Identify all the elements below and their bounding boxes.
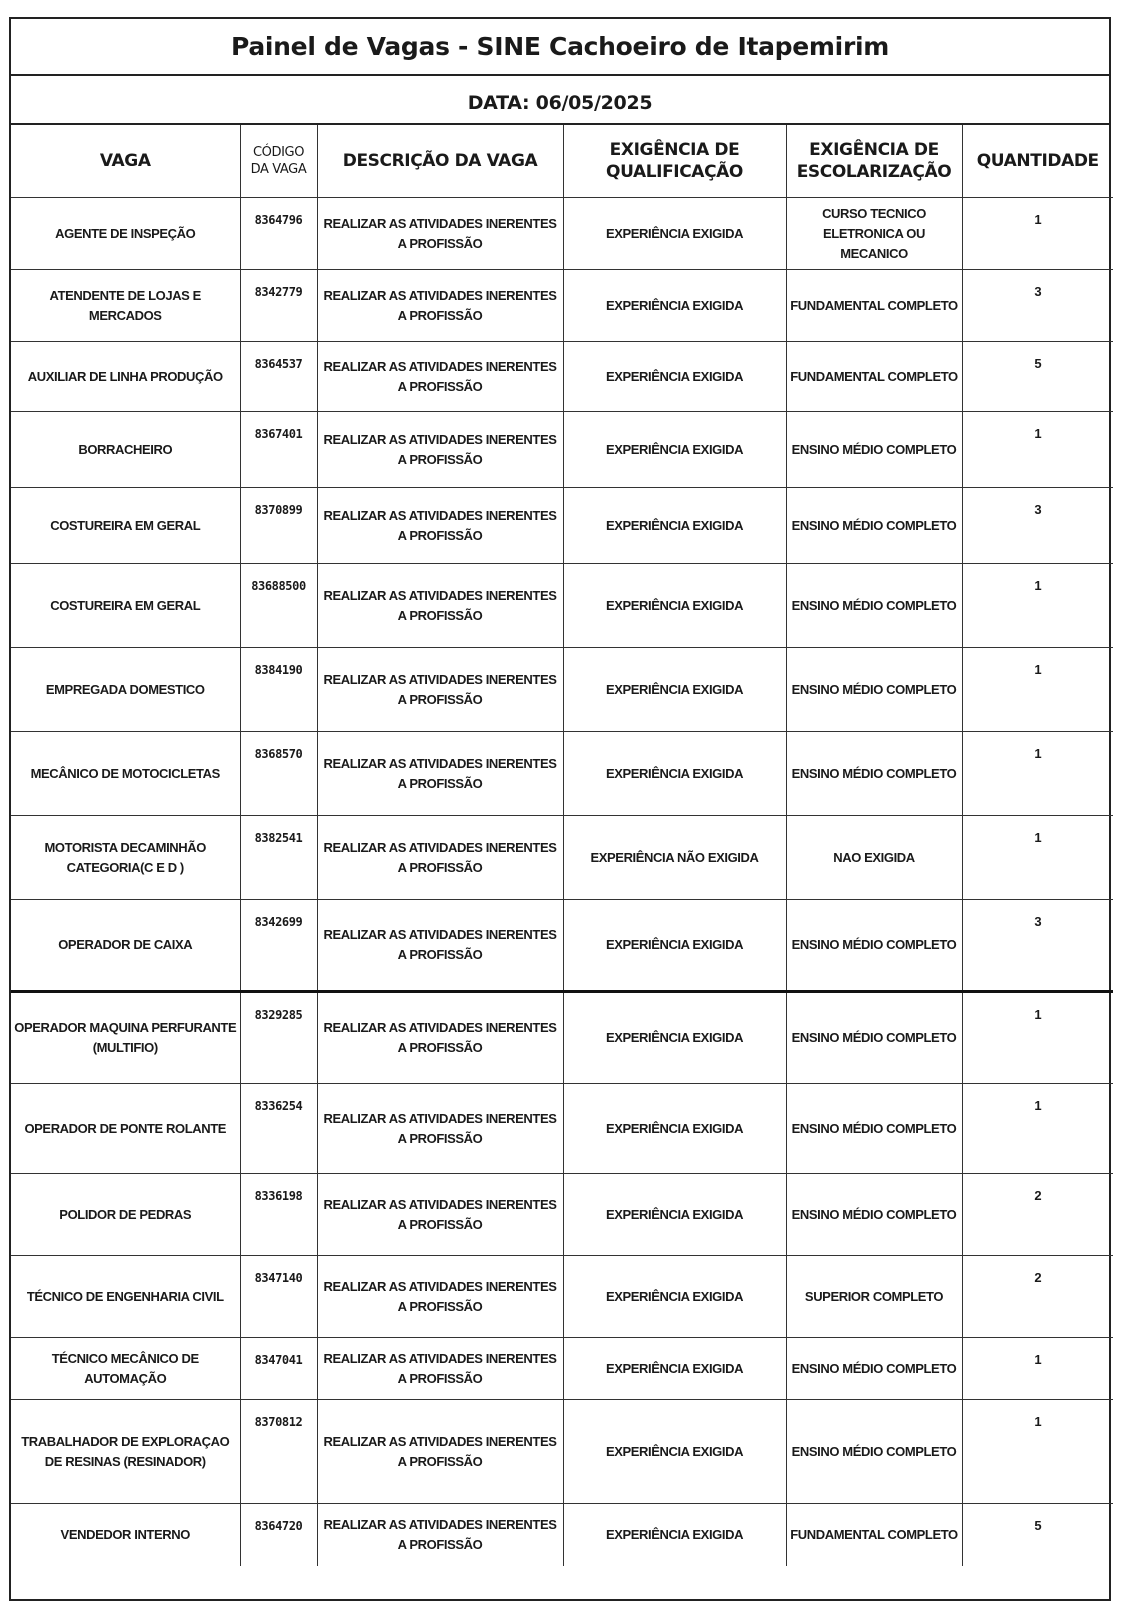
cell-qualificacao: EXPERIÊNCIA EXIGIDA bbox=[563, 900, 786, 992]
cell-qualificacao: EXPERIÊNCIA EXIGIDA bbox=[563, 1400, 786, 1504]
cell-qualificacao: EXPERIÊNCIA EXIGIDA bbox=[563, 488, 786, 564]
cell-codigo: 8342779 bbox=[240, 270, 317, 342]
cell-escolarizacao: ENSINO MÉDIO COMPLETO bbox=[786, 1084, 962, 1174]
cell-escolarizacao: FUNDAMENTAL COMPLETO bbox=[786, 1504, 962, 1566]
cell-codigo: 8384190 bbox=[240, 648, 317, 732]
cell-vaga: OPERADOR MAQUINA PERFURANTE (MULTIFIO) bbox=[11, 992, 240, 1084]
header-descricao: DESCRIÇÃO DA VAGA bbox=[317, 125, 563, 198]
cell-codigo: 8347140 bbox=[240, 1256, 317, 1338]
cell-quantidade: 1 bbox=[962, 992, 1113, 1084]
cell-quantidade: 1 bbox=[962, 732, 1113, 816]
cell-descricao: REALIZAR AS ATIVIDADES INERENTES A PROFISSÃO bbox=[317, 992, 563, 1084]
cell-codigo: 8336198 bbox=[240, 1174, 317, 1256]
cell-vaga: COSTUREIRA EM GERAL bbox=[11, 564, 240, 648]
cell-vaga: VENDEDOR INTERNO bbox=[11, 1504, 240, 1566]
table-body bbox=[11, 198, 1113, 1566]
header-qualificacao: EXIGÊNCIA DE QUALIFICAÇÃO bbox=[563, 125, 786, 198]
cell-codigo: 8382541 bbox=[240, 816, 317, 900]
cell-quantidade: 5 bbox=[962, 342, 1113, 412]
cell-quantidade: 1 bbox=[962, 564, 1113, 648]
cell-escolarizacao: ENSINO MÉDIO COMPLETO bbox=[786, 1174, 962, 1256]
vacancies-table bbox=[11, 125, 1113, 1566]
cell-qualificacao: EXPERIÊNCIA NÃO EXIGIDA bbox=[563, 816, 786, 900]
cell-qualificacao: EXPERIÊNCIA EXIGIDA bbox=[563, 1084, 786, 1174]
cell-codigo: 8342699 bbox=[240, 900, 317, 992]
table-row bbox=[11, 1174, 1113, 1256]
cell-quantidade: 3 bbox=[962, 488, 1113, 564]
cell-qualificacao: EXPERIÊNCIA EXIGIDA bbox=[563, 648, 786, 732]
table-row bbox=[11, 488, 1113, 564]
cell-vaga: OPERADOR DE CAIXA bbox=[11, 900, 240, 992]
cell-qualificacao: EXPERIÊNCIA EXIGIDA bbox=[563, 412, 786, 488]
cell-escolarizacao: SUPERIOR COMPLETO bbox=[786, 1256, 962, 1338]
cell-escolarizacao: FUNDAMENTAL COMPLETO bbox=[786, 342, 962, 412]
cell-escolarizacao: ENSINO MÉDIO COMPLETO bbox=[786, 648, 962, 732]
cell-codigo: 8364796 bbox=[240, 198, 317, 270]
cell-descricao: REALIZAR AS ATIVIDADES INERENTES A PROFISSÃO bbox=[317, 342, 563, 412]
table-row bbox=[11, 900, 1113, 992]
cell-quantidade: 1 bbox=[962, 1338, 1113, 1400]
cell-vaga: OPERADOR DE PONTE ROLANTE bbox=[11, 1084, 240, 1174]
cell-descricao: REALIZAR AS ATIVIDADES INERENTES A PROFISSÃO bbox=[317, 900, 563, 992]
cell-qualificacao: EXPERIÊNCIA EXIGIDA bbox=[563, 342, 786, 412]
cell-vaga: POLIDOR DE PEDRAS bbox=[11, 1174, 240, 1256]
cell-vaga: MECÂNICO DE MOTOCICLETAS bbox=[11, 732, 240, 816]
cell-descricao: REALIZAR AS ATIVIDADES INERENTES A PROFISSÃO bbox=[317, 488, 563, 564]
cell-codigo: 83688500 bbox=[240, 564, 317, 648]
cell-qualificacao: EXPERIÊNCIA EXIGIDA bbox=[563, 198, 786, 270]
cell-descricao: REALIZAR AS ATIVIDADES INERENTES A PROFISSÃO bbox=[317, 732, 563, 816]
cell-escolarizacao: ENSINO MÉDIO COMPLETO bbox=[786, 732, 962, 816]
table-header-row bbox=[11, 125, 1113, 198]
cell-escolarizacao: NAO EXIGIDA bbox=[786, 816, 962, 900]
table-row bbox=[11, 816, 1113, 900]
cell-vaga: TRABALHADOR DE EXPLORAÇAO DE RESINAS (RESINADOR) bbox=[11, 1400, 240, 1504]
table-row bbox=[11, 412, 1113, 488]
cell-escolarizacao: ENSINO MÉDIO COMPLETO bbox=[786, 488, 962, 564]
header-codigo: CÓDIGO DA VAGA bbox=[240, 125, 317, 198]
cell-escolarizacao: ENSINO MÉDIO COMPLETO bbox=[786, 992, 962, 1084]
cell-escolarizacao: ENSINO MÉDIO COMPLETO bbox=[786, 1338, 962, 1400]
cell-qualificacao: EXPERIÊNCIA EXIGIDA bbox=[563, 270, 786, 342]
cell-codigo: 8336254 bbox=[240, 1084, 317, 1174]
cell-descricao: REALIZAR AS ATIVIDADES INERENTES A PROFISSÃO bbox=[317, 1256, 563, 1338]
cell-codigo: 8370812 bbox=[240, 1400, 317, 1504]
cell-descricao: REALIZAR AS ATIVIDADES INERENTES A PROFISSÃO bbox=[317, 1338, 563, 1400]
cell-qualificacao: EXPERIÊNCIA EXIGIDA bbox=[563, 1504, 786, 1566]
cell-qualificacao: EXPERIÊNCIA EXIGIDA bbox=[563, 564, 786, 648]
cell-escolarizacao: ENSINO MÉDIO COMPLETO bbox=[786, 564, 962, 648]
date-line: DATA: 06/05/2025 bbox=[11, 76, 1109, 125]
table-row bbox=[11, 732, 1113, 816]
job-panel-sheet bbox=[9, 17, 1111, 1601]
cell-descricao: REALIZAR AS ATIVIDADES INERENTES A PROFISSÃO bbox=[317, 1504, 563, 1566]
cell-escolarizacao: FUNDAMENTAL COMPLETO bbox=[786, 270, 962, 342]
cell-vaga: TÉCNICO MECÂNICO DE AUTOMAÇÃO bbox=[11, 1338, 240, 1400]
cell-vaga: COSTUREIRA EM GERAL bbox=[11, 488, 240, 564]
cell-vaga: TÉCNICO DE ENGENHARIA CIVIL bbox=[11, 1256, 240, 1338]
table-row bbox=[11, 1084, 1113, 1174]
table-row bbox=[11, 1256, 1113, 1338]
table-row bbox=[11, 1504, 1113, 1566]
cell-qualificacao: EXPERIÊNCIA EXIGIDA bbox=[563, 992, 786, 1084]
cell-codigo: 8370899 bbox=[240, 488, 317, 564]
cell-codigo: 8368570 bbox=[240, 732, 317, 816]
table-row bbox=[11, 564, 1113, 648]
cell-vaga: BORRACHEIRO bbox=[11, 412, 240, 488]
cell-quantidade: 1 bbox=[962, 1084, 1113, 1174]
cell-descricao: REALIZAR AS ATIVIDADES INERENTES A PROFISSÃO bbox=[317, 648, 563, 732]
cell-qualificacao: EXPERIÊNCIA EXIGIDA bbox=[563, 1256, 786, 1338]
page-title: Painel de Vagas - SINE Cachoeiro de Itapemirim bbox=[11, 19, 1109, 76]
cell-descricao: REALIZAR AS ATIVIDADES INERENTES A PROFISSÃO bbox=[317, 270, 563, 342]
header-quantidade: QUANTIDADE bbox=[962, 125, 1113, 198]
cell-codigo: 8364720 bbox=[240, 1504, 317, 1566]
cell-qualificacao: EXPERIÊNCIA EXIGIDA bbox=[563, 1174, 786, 1256]
cell-codigo: 8364537 bbox=[240, 342, 317, 412]
cell-vaga: AUXILIAR DE LINHA PRODUÇÃO bbox=[11, 342, 240, 412]
cell-codigo: 8329285 bbox=[240, 992, 317, 1084]
cell-codigo: 8347041 bbox=[240, 1338, 317, 1400]
cell-vaga: ATENDENTE DE LOJAS E MERCADOS bbox=[11, 270, 240, 342]
cell-descricao: REALIZAR AS ATIVIDADES INERENTES A PROFISSÃO bbox=[317, 1084, 563, 1174]
cell-descricao: REALIZAR AS ATIVIDADES INERENTES A PROFISSÃO bbox=[317, 1174, 563, 1256]
table-row bbox=[11, 342, 1113, 412]
table-row bbox=[11, 198, 1113, 270]
cell-quantidade: 1 bbox=[962, 198, 1113, 270]
cell-descricao: REALIZAR AS ATIVIDADES INERENTES A PROFISSÃO bbox=[317, 1400, 563, 1504]
table-row bbox=[11, 1400, 1113, 1504]
cell-escolarizacao: CURSO TECNICO ELETRONICA OU MECANICO bbox=[786, 198, 962, 270]
header-escolarizacao: EXIGÊNCIA DE ESCOLARIZAÇÃO bbox=[786, 125, 962, 198]
cell-descricao: REALIZAR AS ATIVIDADES INERENTES A PROFISSÃO bbox=[317, 564, 563, 648]
cell-qualificacao: EXPERIÊNCIA EXIGIDA bbox=[563, 1338, 786, 1400]
header-vaga: VAGA bbox=[11, 125, 240, 198]
cell-vaga: AGENTE DE INSPEÇÃO bbox=[11, 198, 240, 270]
cell-quantidade: 2 bbox=[962, 1256, 1113, 1338]
cell-quantidade: 1 bbox=[962, 1400, 1113, 1504]
cell-quantidade: 1 bbox=[962, 816, 1113, 900]
table-row bbox=[11, 648, 1113, 732]
cell-quantidade: 1 bbox=[962, 412, 1113, 488]
cell-vaga: EMPREGADA DOMESTICO bbox=[11, 648, 240, 732]
table-row bbox=[11, 1338, 1113, 1400]
cell-escolarizacao: ENSINO MÉDIO COMPLETO bbox=[786, 900, 962, 992]
cell-quantidade: 5 bbox=[962, 1504, 1113, 1566]
cell-escolarizacao: ENSINO MÉDIO COMPLETO bbox=[786, 412, 962, 488]
cell-descricao: REALIZAR AS ATIVIDADES INERENTES A PROFISSÃO bbox=[317, 816, 563, 900]
cell-vaga: MOTORISTA DECAMINHÃO CATEGORIA(C E D ) bbox=[11, 816, 240, 900]
table-row bbox=[11, 270, 1113, 342]
cell-codigo: 8367401 bbox=[240, 412, 317, 488]
cell-descricao: REALIZAR AS ATIVIDADES INERENTES A PROFISSÃO bbox=[317, 198, 563, 270]
cell-quantidade: 2 bbox=[962, 1174, 1113, 1256]
table-row bbox=[11, 992, 1113, 1084]
cell-qualificacao: EXPERIÊNCIA EXIGIDA bbox=[563, 732, 786, 816]
cell-quantidade: 3 bbox=[962, 900, 1113, 992]
cell-quantidade: 3 bbox=[962, 270, 1113, 342]
cell-descricao: REALIZAR AS ATIVIDADES INERENTES A PROFISSÃO bbox=[317, 412, 563, 488]
cell-quantidade: 1 bbox=[962, 648, 1113, 732]
cell-escolarizacao: ENSINO MÉDIO COMPLETO bbox=[786, 1400, 962, 1504]
